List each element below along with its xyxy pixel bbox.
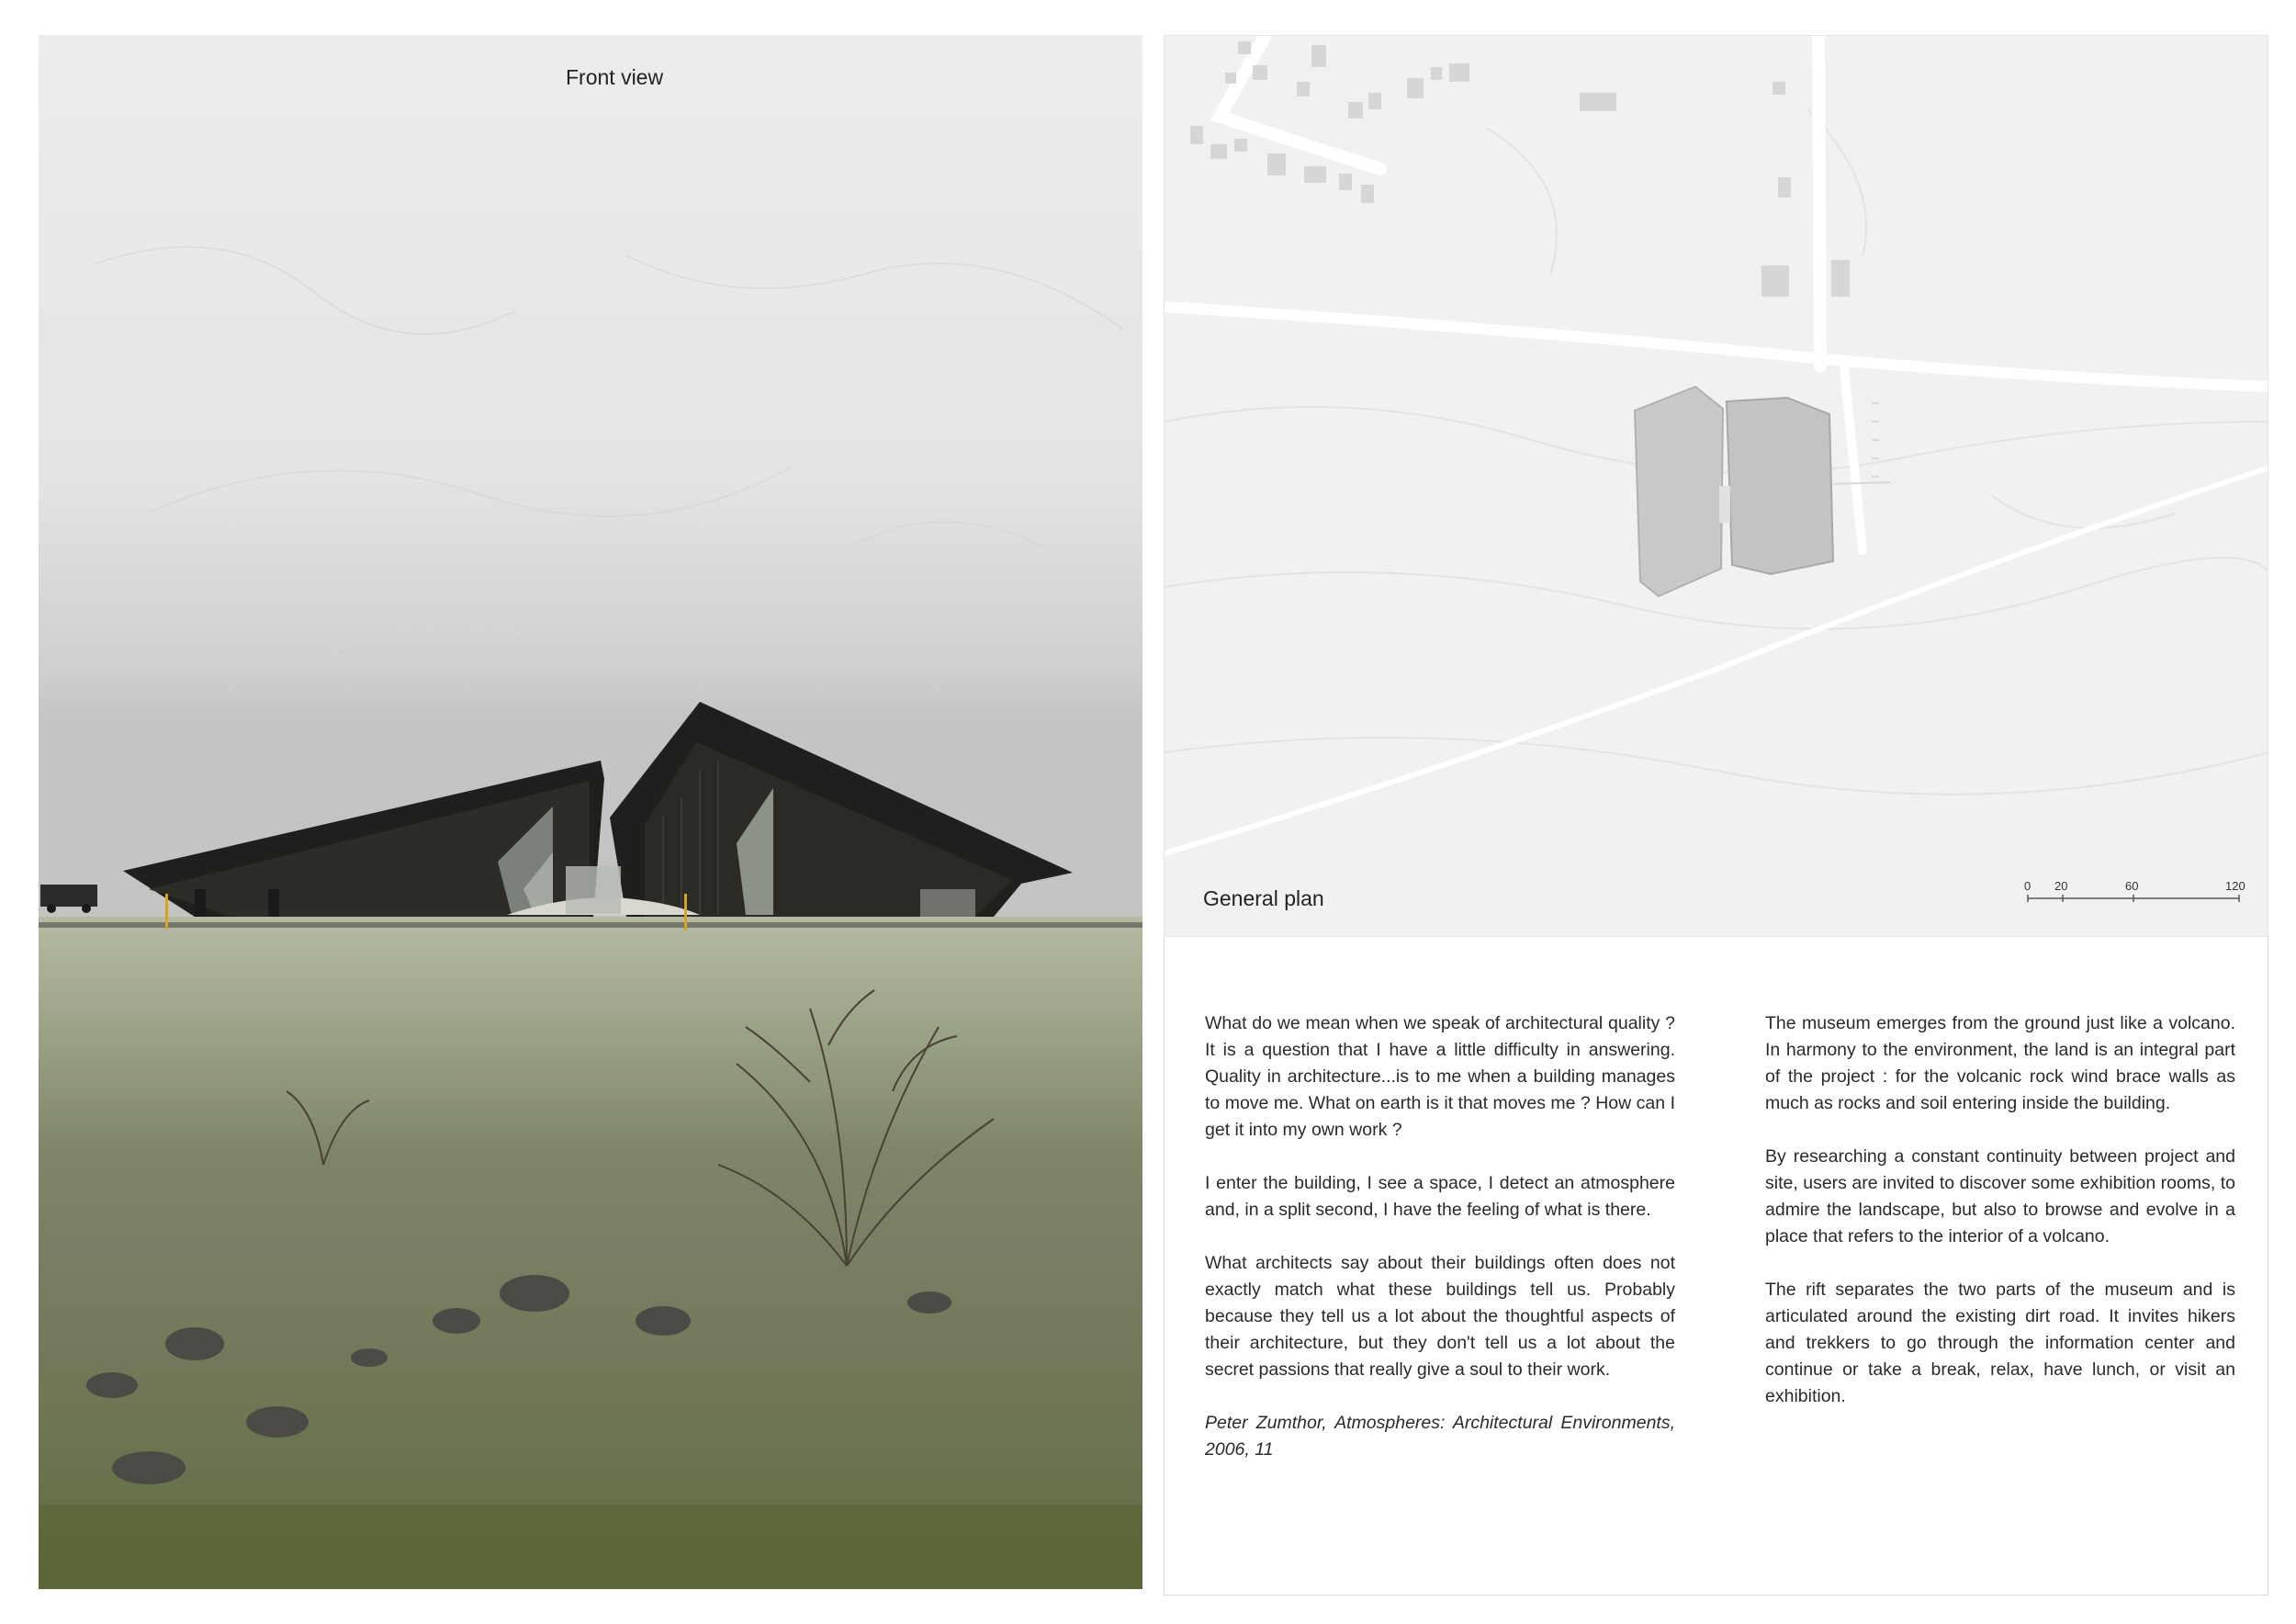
- quote-citation: Peter Zumthor, Atmospheres: Architectural Environments, 2006, 11: [1205, 1413, 1675, 1460]
- scale-tick-label: 60: [2125, 879, 2139, 893]
- paragraph: By researching a constant continuity between project and site, users are invited to discover some exhibition rooms, to admire the landscape, but also to browse and evolve in a place that refers to the interior of a volcano.: [1765, 1146, 2235, 1246]
- front-view-panel: [39, 35, 1142, 1589]
- text-column-left: [1205, 1010, 1675, 1490]
- scale-tick-label: 0: [2024, 879, 2032, 893]
- paragraph: What architects say about their buildings often does not exactly match what these buildings tell us. Probably because they tell us a lot about the thoughtful aspects of their architecture, but they don't tell us a lot about the secret passions that really give a soul to their work.: [1205, 1253, 1675, 1380]
- paragraph: The rift separates the two parts of the museum and is articulated around the existing dirt road. It invites hikers and trekkers to go through the information center and continue or take a break, relax, have lunch, or visit an exhibition.: [1765, 1280, 2235, 1406]
- paragraph: I enter the building, I see a space, I detect an atmosphere and, in a split second, I have the feeling of what is there.: [1205, 1173, 1675, 1220]
- paragraph: What do we mean when we speak of architectural quality ? It is a question that I have a little difficulty in answering. Quality in architecture...is to me when a building manages to move me. What on earth is it that moves me ? How can I get it into my own work ?: [1205, 1013, 1675, 1140]
- text-panel: [1164, 937, 2268, 1596]
- front-view-title: Front view: [566, 65, 664, 89]
- paragraph: The museum emerges from the ground just like a volcano. In harmony to the environment, the land is an integral part of the project : for the volcanic rock wind brace walls as much as rocks and soil entering inside the building.: [1765, 1013, 2235, 1113]
- site-plan-map: [1165, 36, 2268, 937]
- scale-tick-label: 120: [2225, 879, 2245, 893]
- general-plan-panel: [1164, 35, 2268, 937]
- text-column-right: [1765, 1010, 2235, 1437]
- general-plan-title: General plan: [1203, 886, 1324, 910]
- front-view-image: [39, 35, 1142, 1589]
- scale-tick-label: 20: [2054, 879, 2068, 893]
